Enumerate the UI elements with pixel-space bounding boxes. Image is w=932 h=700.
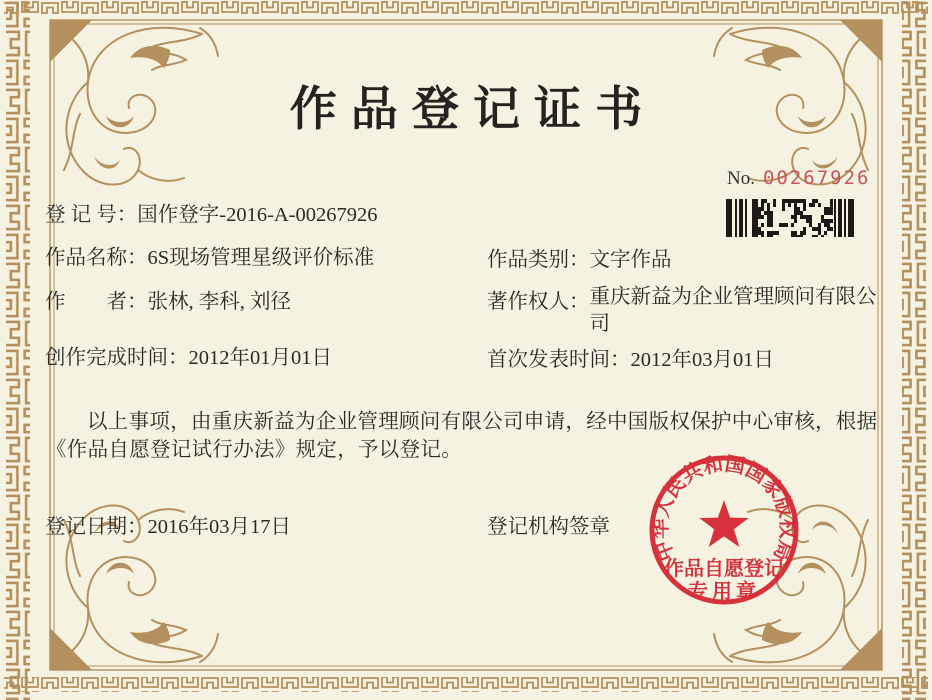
author-label: 作 者： — [45, 291, 148, 313]
publish-date-label: 首次发表时间： — [487, 349, 631, 371]
field-creation-date — [45, 340, 332, 370]
copyright-owner-value: 重庆新益为企业管理顾问有限公司 — [589, 286, 877, 336]
work-type-label: 作品类别： — [487, 249, 590, 271]
work-type-value: 文字作品 — [589, 249, 672, 271]
number-label: No. — [727, 168, 755, 189]
work-name-value: 6S现场管理星级评价标准 — [147, 247, 375, 269]
registration-date-value: 2016年03月17日 — [147, 516, 291, 538]
author-value: 张林, 李科, 刘径 — [147, 291, 291, 313]
copyright-owner-label: 著作权人： — [487, 291, 590, 313]
field-publish-date — [487, 342, 774, 372]
seal-line2: 专用章 — [688, 581, 760, 603]
creation-date-value: 2012年01月01日 — [188, 347, 332, 369]
publish-date-value: 2012年03月01日 — [630, 349, 774, 371]
barcode — [726, 199, 864, 237]
seal-line1: 作品自愿登记 — [664, 558, 784, 580]
work-name-label: 作品名称： — [45, 247, 148, 269]
seal-ring-text: 中华人民共和国国家版权局 — [649, 453, 799, 564]
field-registration-date — [45, 509, 291, 539]
certificate-title: 作品登记证书 — [289, 84, 657, 136]
field-author — [45, 284, 291, 314]
number-value: 00267926 — [762, 167, 871, 189]
registration-statement: 以上事项，由重庆新益为企业管理顾问有限公司申请，经中国版权保护中心审核，根据《作品自愿登记试行办法》规定，予以登记。 — [46, 411, 878, 462]
field-work-type — [487, 242, 672, 272]
official-red-seal — [644, 451, 804, 615]
registration-number-value: 国作登字-2016-A-00267926 — [137, 204, 378, 226]
border-band-bottom — [4, 677, 928, 692]
field-registration-number — [45, 197, 378, 227]
seal-star — [699, 500, 748, 547]
certificate-number-row — [727, 167, 871, 190]
border-band-top — [4, 0, 928, 15]
registration-number-label: 登 记 号： — [45, 204, 138, 226]
field-copyright-owner — [487, 284, 892, 338]
creation-date-label: 创作完成时间： — [45, 347, 189, 369]
registration-date-label: 登记日期： — [45, 516, 148, 538]
signature-caption: 登记机构签章 — [487, 516, 610, 538]
field-work-name — [45, 240, 374, 270]
